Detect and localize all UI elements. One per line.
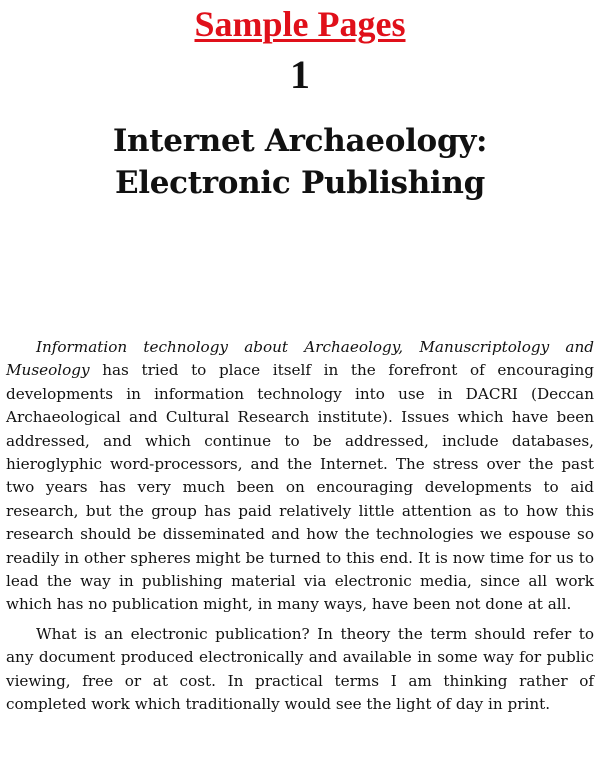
sample-pages-banner [0, 4, 600, 44]
body-text [6, 336, 594, 717]
chapter-number: 1 [290, 52, 310, 97]
chapter-title [0, 120, 600, 204]
paragraph-1-italic-lead: Information technology about Archaeology, Manuscriptology and Museology [6, 338, 594, 380]
chapter-title-line-1: Internet Archaeology: [112, 123, 488, 159]
paragraph-2: What is an electronic publication? In theory the term should refer to any document produced electronically and available in some way for public viewing, free or at cost. In practical terms I am thinking rather of completed work which traditionally would see the light of day in print. [6, 624, 594, 714]
paragraph-1-text: has tried to place itself in the forefront of encouraging developments in information technology into use in DACRI (Deccan Archaeological and Cultural Research institute). Issues which have been addressed, and which continue to be addressed, include databases, hieroglyphic word-processors, and the Internet. The stress over the past two years has very much been on encouraging developments to aid research, but the group has paid relatively little attention as to how this research should be disseminated and how the technologies we espouse so readily in other spheres might be turned to this end. It is now time for us to lead the way in publishing material via electronic media, since all work which has no publication might, in many ways, have been not done at all. [6, 361, 594, 614]
paragraph-1 [6, 336, 594, 617]
sample-pages-label: Sample Pages [194, 4, 406, 44]
chapter-title-line-2: Electronic Publishing [114, 165, 486, 201]
